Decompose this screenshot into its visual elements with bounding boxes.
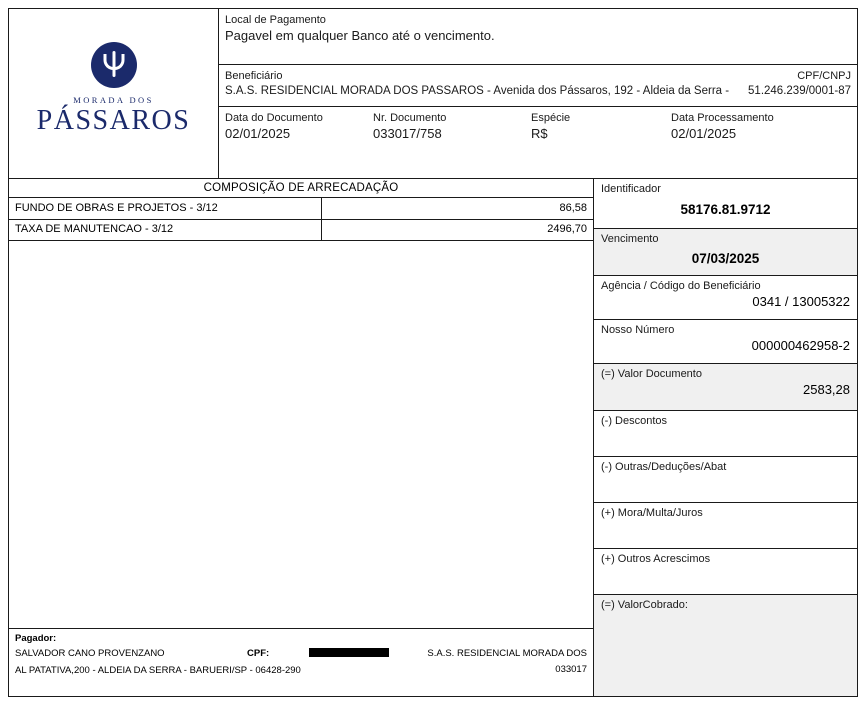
- beneficiario-value: S.A.S. RESIDENCIAL MORADA DOS PASSAROS - Avenida dos Pássaros, 192 - Aldeia da Serra -: [225, 85, 730, 97]
- pagador-block: [9, 628, 593, 696]
- identificador-value: 58176.81.9712: [680, 202, 771, 217]
- logo-title: PÁSSAROS: [36, 104, 191, 136]
- data-documento-value: 02/01/2025: [225, 126, 291, 141]
- pagador-endereco: AL PATATIVA,200 - ALDEIA DA SERRA - BARUERI/SP - 06428-290: [15, 665, 301, 676]
- mora-multa-juros-label: (+) Mora/Multa/Juros: [601, 507, 703, 519]
- boleto-header: [9, 9, 857, 179]
- cpf-cnpj-label: CPF/CNPJ: [797, 70, 851, 82]
- pagador-cpf-redacted: [309, 648, 389, 657]
- beneficiario-label: Beneficiário: [225, 70, 283, 82]
- valor-documento-field: [594, 364, 857, 411]
- composicao-valor: 2496,70: [321, 219, 593, 240]
- valor-documento-value: 2583,28: [803, 382, 850, 397]
- boleto-sheet: [8, 8, 858, 697]
- nosso-numero-value: 000000462958-2: [751, 338, 850, 353]
- boleto-right-column: [594, 179, 857, 696]
- nosso-numero-label: Nosso Número: [601, 324, 675, 336]
- descontos-field: [594, 411, 857, 457]
- identificador-label: Identificador: [601, 183, 661, 195]
- pagador-nome: SALVADOR CANO PROVENZANO: [15, 648, 165, 659]
- documento-row: [219, 107, 857, 178]
- data-documento-label: Data do Documento: [225, 112, 323, 124]
- especie-label: Espécie: [531, 112, 571, 124]
- outros-acrescimos-field: [594, 549, 857, 595]
- table-row: [9, 198, 593, 219]
- table-row: [9, 219, 593, 240]
- composicao-panel: [9, 179, 594, 696]
- valor-documento-label: (=) Valor Documento: [601, 368, 702, 380]
- vencimento-value: 07/03/2025: [691, 251, 760, 266]
- header-fields: [219, 9, 857, 178]
- pagador-cpf-label: CPF:: [247, 648, 270, 659]
- especie-value: R$: [531, 126, 548, 141]
- pagador-numero: 033017: [555, 664, 587, 675]
- local-pagamento-label: Local de Pagamento: [225, 14, 326, 26]
- especie-field: [525, 107, 665, 178]
- nr-documento-label: Nr. Documento: [373, 112, 447, 124]
- composicao-table: [9, 198, 593, 241]
- identificador-field: [594, 179, 857, 229]
- nr-documento-field: [367, 107, 525, 178]
- vencimento-label: Vencimento: [601, 233, 659, 245]
- composicao-empty-area: [9, 241, 593, 629]
- data-processamento-value: 02/01/2025: [671, 126, 737, 141]
- vencimento-field: [594, 229, 857, 276]
- local-pagamento-field: [219, 9, 857, 65]
- mora-multa-juros-field: [594, 503, 857, 549]
- outros-acrescimos-label: (+) Outros Acrescimos: [601, 553, 711, 565]
- composicao-title: COMPOSIÇÃO DE ARRECADAÇÃO: [9, 179, 593, 198]
- composicao-valor: 86,58: [321, 198, 593, 219]
- data-processamento-label: Data Processamento: [671, 112, 774, 124]
- pagador-beneficiario: S.A.S. RESIDENCIAL MORADA DOS: [427, 648, 587, 659]
- valor-cobrado-field: [594, 595, 857, 696]
- logo-subtitle: MORADA DOS: [73, 94, 154, 105]
- outras-deducoes-field: [594, 457, 857, 503]
- cpf-cnpj-value: 51.246.239/0001-87: [748, 85, 851, 97]
- logo-block: [9, 9, 219, 178]
- bird-emblem-icon: [91, 42, 137, 88]
- pagador-label: Pagador:: [15, 633, 57, 644]
- beneficiario-field: [219, 65, 857, 107]
- composicao-descricao: FUNDO DE OBRAS E PROJETOS - 3/12: [9, 198, 321, 219]
- nr-documento-value: 033017/758: [373, 126, 442, 141]
- agencia-codigo-label: Agência / Código do Beneficiário: [601, 280, 761, 292]
- outras-deducoes-label: (-) Outras/Deduções/Abat: [601, 461, 727, 473]
- descontos-label: (-) Descontos: [601, 415, 668, 427]
- data-processamento-field: [665, 107, 857, 178]
- nosso-numero-field: [594, 320, 857, 364]
- agencia-codigo-value: 0341 / 13005322: [752, 294, 850, 309]
- valor-cobrado-label: (=) ValorCobrado:: [601, 599, 688, 611]
- local-pagamento-value: Pagavel em qualquer Banco até o vencimento.: [225, 28, 495, 43]
- composicao-descricao: TAXA DE MANUTENCAO - 3/12: [9, 219, 321, 240]
- boleto-body: [9, 179, 857, 696]
- data-documento-field: [219, 107, 367, 178]
- agencia-codigo-field: [594, 276, 857, 320]
